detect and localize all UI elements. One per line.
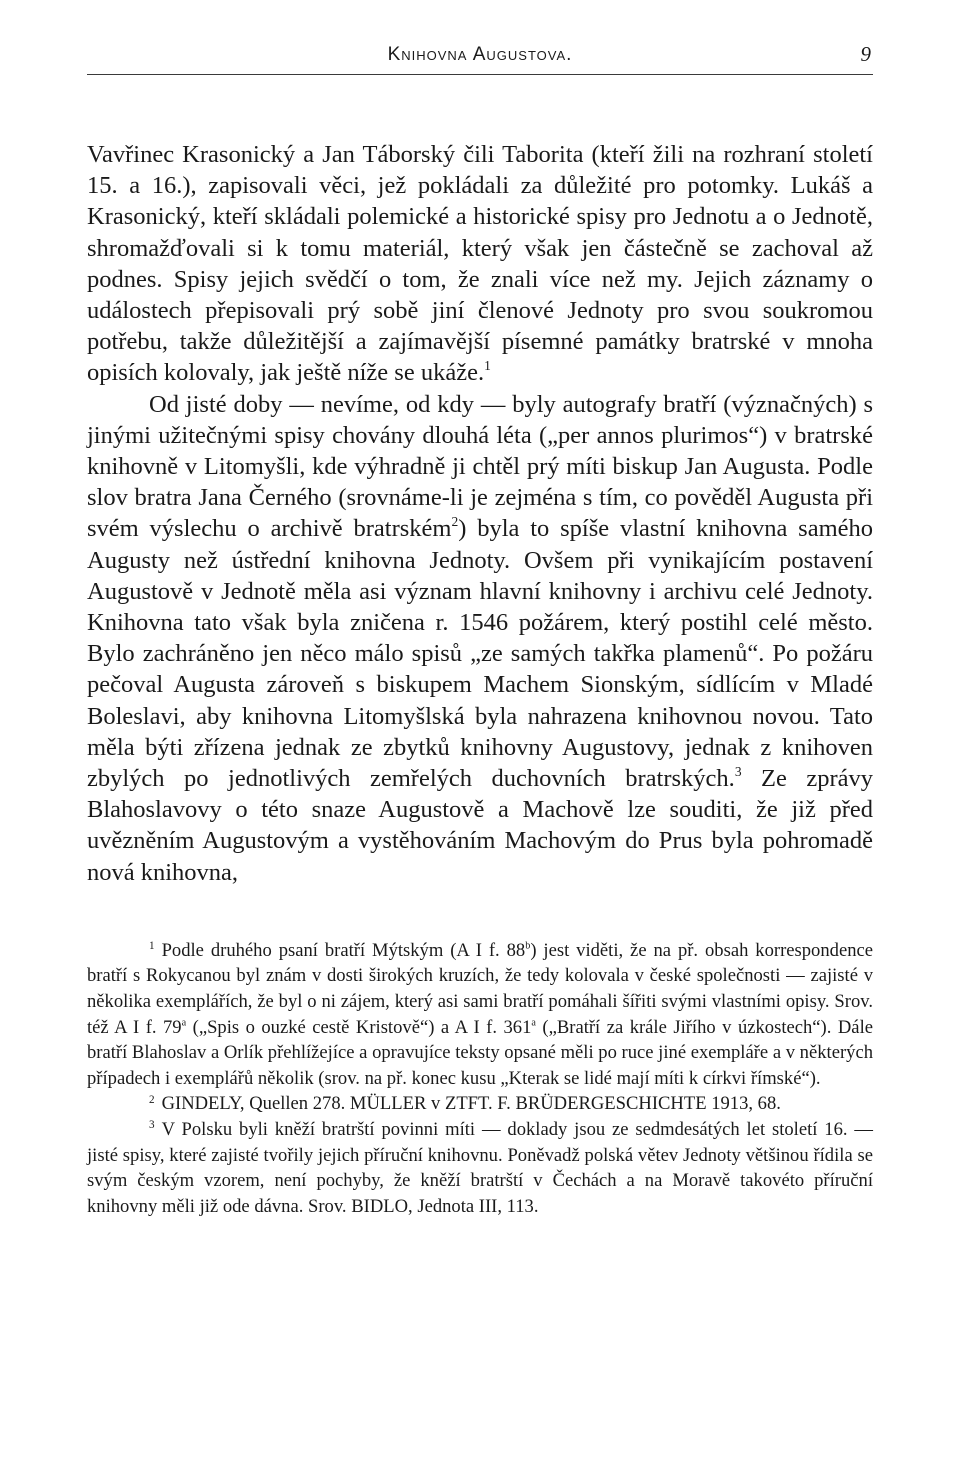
footnote-1-sup-c: a	[531, 1016, 536, 1028]
footnote-1-mark: 1	[149, 940, 155, 953]
footnote-1-text-c: („Spis o ouzké cestě Kristově“) a A I f. 361	[186, 1016, 532, 1038]
book-page	[87, 40, 873, 1219]
footnote-ref-2: 2	[451, 514, 459, 530]
footnote-3	[87, 1117, 873, 1219]
paragraph-1-text: Vavřinec Krasonický a Jan Táborský čili Taborita (kteří žili na rozhraní století 15. a 16.), zapisovali věci, jež pokládali za důležité pro potomky. Lukáš a Krasonický, kteří skládali polemické a historické spisy pro Jednotu a o Jednotě, shromažďovali si k tomu materiál, který však jen částečně se zachoval až podnes. Spisy jejich svědčí o tom, že znali více než my. Jejich záznamy o událostech přepisovali prý sobě jiní členové Jednoty pro svou soukromou potřebu, takže důležitější a zajímavější písemné památky bratrské v mnoha opisích kolovaly, jak ještě níže se ukáže.	[87, 141, 873, 387]
running-title: Knihovna Augustova.	[387, 44, 573, 65]
footnote-1-sup-a: b	[525, 940, 531, 952]
footnote-2	[87, 1091, 873, 1117]
paragraph-2-text-c: Ze zprávy Blahoslavovy o této snaze Augustově a Machově lze souditi, že již před uvězněním Augustovým a vystěhováním Machovým do Prus byla pohromadě nová knihovna,	[87, 765, 874, 886]
running-head	[87, 40, 873, 75]
footnote-1-sup-b: a	[181, 1016, 187, 1028]
footnote-ref-1: 1	[484, 358, 491, 374]
paragraph-1	[87, 139, 873, 389]
footnotes	[87, 938, 873, 1220]
page-number: 9	[860, 42, 871, 66]
paragraph-2-text-b: ) byla to spíše vlastní knihovna samého Augusty než ústřední knihovna Jednoty. Ovšem při vynikajícím postavení Augustově v Jednotě měla asi význam hlavní knihovny i archivu celé Jednoty. Knihovna tato však byla zničena r. 1546 požárem, který postihl celé město. Bylo zachráněno jen něco málo spisů „ze samých takřka plamenů“. Po požáru pečoval Augusta zároveň s biskupem Machem Sionským, sídlícím v Mladé Boleslavi, aby knihovna Litomyšlská byla nahrazena knihovnou novou. Tato měla býti zřízena jednak ze zbytků knihovny Augustovy, jednak z knihoven zbylých po jednotlivých zemřelých duchovních bratrských.	[87, 515, 874, 793]
footnote-2-text: GINDELY, Quellen 278. MÜLLER v ZTFT. F. BRÜDERGESCHICHTE 1913, 68.	[161, 1093, 781, 1115]
footnote-1-text-b: ) jest viděti, že na př. obsah korrespondence bratří s Rokycanou byl znám v dosti širokých kruzích, že tedy kolovala v české společnosti — zajisté v několika exemplářích, že byl o ni zájem, který asi sami bratří pomáhali šířiti svými vlastními opisy. Srov. též A I f. 79	[87, 939, 873, 1038]
footnote-1-text-a: Podle druhého psaní bratří Mýtským (A I f. 88	[161, 939, 526, 961]
paragraph-2	[87, 389, 873, 888]
footnote-2-mark: 2	[149, 1093, 155, 1106]
footnote-3-text: V Polsku byli kněží bratrští povinni míti — doklady jsou ze sedmdesátých let století 16. — jisté spisy, které zajisté tvořily jejich příruční knihovnu. Poněvadž polská větev Jednoty většinou řídila se svým českým vzorem, není pochyby, že kněží bratrští v Čechách a na Moravě takovéto příruční knihovny měli již ode dávna. Srov. BIDLO, Jednota III, 113.	[87, 1119, 873, 1217]
main-text	[87, 139, 873, 888]
paragraph-2-text-a: Od jisté doby — nevíme, od kdy — byly autografy bratří (význačných) s jinými užitečnými spisy chovány dlouhá léta („per annos plurimos“) v bratrské knihovně v Litomyšli, kde výhradně ji chtěl prý míti biskup Jan Augusta. Podle slov bratra Jana Černého (srovnáme-li je zejména s tím, co pověděl Augusta při svém výslechu o archivě bratrském	[87, 390, 873, 543]
footnote-1	[87, 938, 873, 1092]
footnote-ref-3: 3	[734, 763, 742, 779]
footnote-3-mark: 3	[149, 1119, 155, 1132]
footnote-1-text-d: („Bratří za krále Jiřího v úzkostech“). Dále bratří Blahoslav a Orlík přehlížejíce a opravujíce teksty opsané měli po ruce jiné exempláře a v některých případech i exemplářů několik (srov. na př. konec kusu „Kterak se lidé mají míti k církvi římské“).	[87, 1016, 873, 1089]
